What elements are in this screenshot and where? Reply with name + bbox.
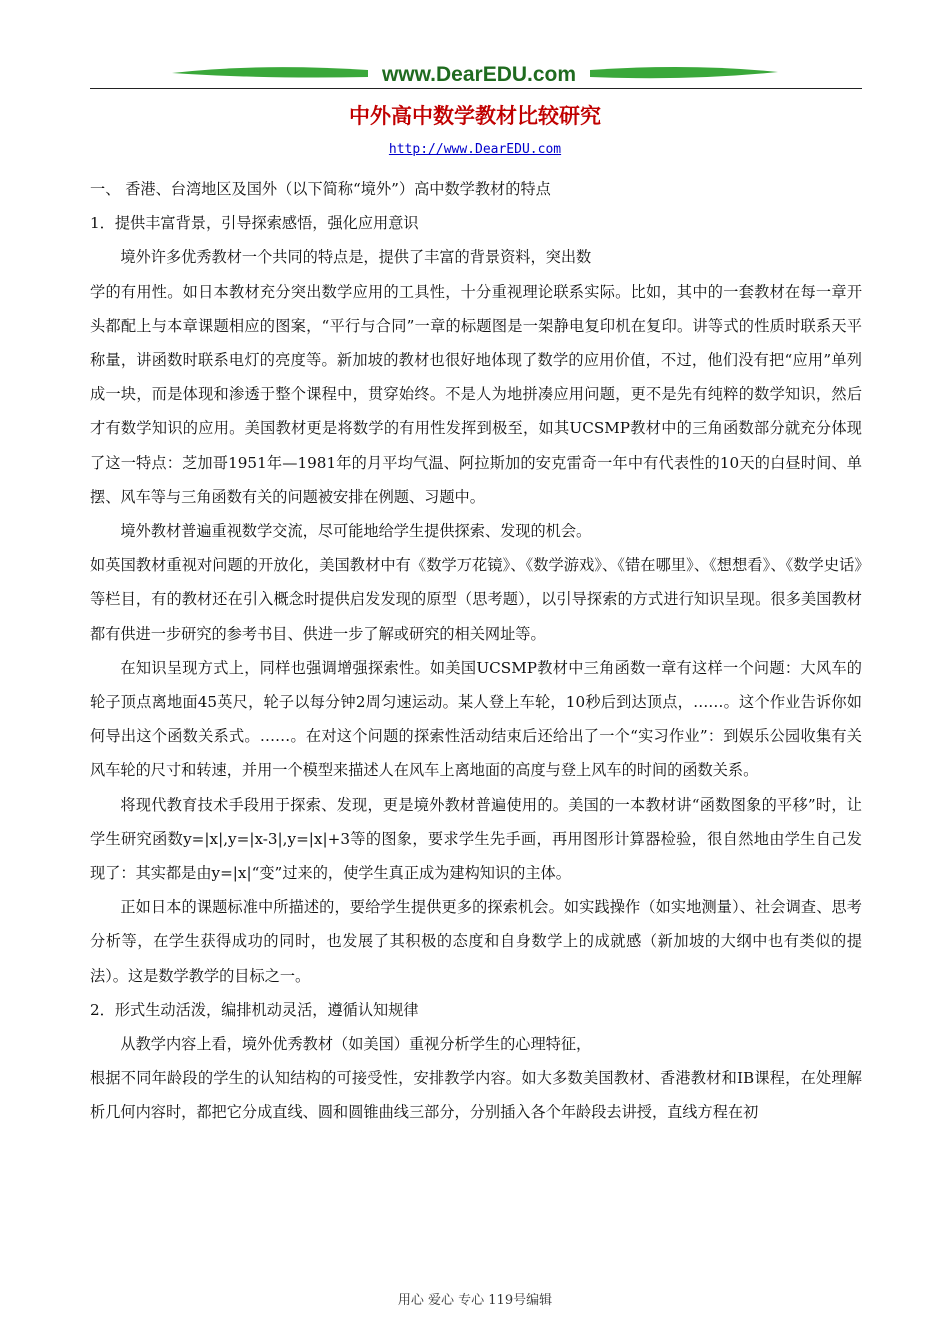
subsection-heading: 2．形式生动活泼，编排机动灵活，遵循认知规律 (90, 1000, 419, 1019)
article-body (90, 172, 862, 1130)
paragraph: 如英国教材重视对问题的开放化，美国教材中有《数学万花镜》、《数学游戏》、《错在哪里》、《想想看》、《数学史话》等栏目，有的教材还在引入概念时提供启发发现的原型（思考题），以引导探索的方式进行知识呈现。很多美国教材都有供进一步研究的参考书目、供进一步了解或研究的相关网址等。 (90, 556, 862, 643)
paragraph: 将现代教育技术手段用于探索、发现，更是境外教材普遍使用的。美国的一本教材讲“函数图象的平移”时，让学生研究函数y=|x|,y=|x-3|,y=|x|+3等的图象，要求学生先手画，再用图形计算器检验，很自然地由学生自己发现了：其实都是由y=|x|“变”过来的，使学生真正成为建构知识的主体。 (90, 795, 862, 883)
section-heading: 一、 香港、台湾地区及国外（以下简称“境外”）高中数学教材的特点 (90, 180, 551, 198)
header-rule (90, 88, 862, 89)
paragraph: 境外许多优秀教材一个共同的特点是，提供了丰富的背景资料，突出数 (120, 248, 592, 267)
source-link[interactable]: http://www.DearEDU.com (388, 142, 562, 157)
left-swoosh-decoration (172, 67, 368, 77)
subsection-heading: 1．提供丰富背景，引导探索感悟，强化应用意识 (90, 214, 419, 233)
right-swoosh-decoration (590, 67, 778, 78)
brand-text: www.DearEDU.com (381, 63, 577, 86)
paragraph: 根据不同年龄段的学生的认知结构的可接受性，安排教学内容。如大多数美国教材、香港教材和IB课程，在处理解析几何内容时，都把它分成直线、圆和圆锥曲线三部分，分别插入各个年龄段去讲授，直线方程在初 (90, 1069, 862, 1122)
paragraph: 境外教材普遍重视数学交流，尽可能地给学生提供探索、发现的机会。 (120, 522, 592, 541)
paragraph: 学的有用性。如日本教材充分突出数学应用的工具性，十分重视理论联系实际。比如，其中的一套教材在每一章开头都配上与本章课题相应的图案，“平行与合同”一章的标题图是一架静电复印机在复印。讲等式的性质时联系天平称量，讲函数时联系电灯的亮度等。新加坡的教材也很好地体现了数学的应用价值，不过，他们没有把“应用”单列成一块，而是体现和渗透于整个课程中，贯穿始终。不是人为地拼凑应用问题，更不是先有纯粹的数学知识，然后才有数学知识的应用。美国教材更是将数学的有用性发挥到极至，如其UCSMP教材中的三角函数部分就充分体现了这一特点：芝加哥1951年—1981年的月平均气温、阿拉斯加的安克雷奇一年中有代表性的10天的白昼时间、单摆、风车等与三角函数有关的问题被安排在例题、习题中。 (90, 282, 862, 506)
page-title: 中外高中数学教材比较研究 (349, 104, 601, 128)
dearedu-banner-logo (170, 62, 780, 86)
page-footer: 用心 爱心 专心 119号编辑 (397, 1293, 553, 1308)
paragraph: 正如日本的课题标准中所描述的，要给学生提供更多的探索机会。如实践操作（如实地测量）、社会调查、思考分析等，在学生获得成功的同时，也发展了其积极的态度和自身数学上的成就感（新加坡的大纲中也有类似的提法）。这是数学教学的目标之一。 (90, 898, 862, 985)
paragraph: 从教学内容上看，境外优秀教材（如美国）重视分析学生的心理特征， (120, 1035, 592, 1054)
paragraph: 在知识呈现方式上，同样也强调增强探索性。如美国UCSMP教材中三角函数一章有这样一个问题：大风车的轮子顶点离地面45英尺，轮子以每分钟2周匀速运动。某人登上车轮，10秒后到达顶点，……。这个作业告诉你如何导出这个函数关系式。……。在对这个问题的探索性活动结束后还给出了一个“实习作业”：到娱乐公园收集有关风车轮的尺寸和转速，并用一个模型来描述人在风车上离地面的高度与登上风车的时间的函数关系。 (90, 658, 862, 780)
